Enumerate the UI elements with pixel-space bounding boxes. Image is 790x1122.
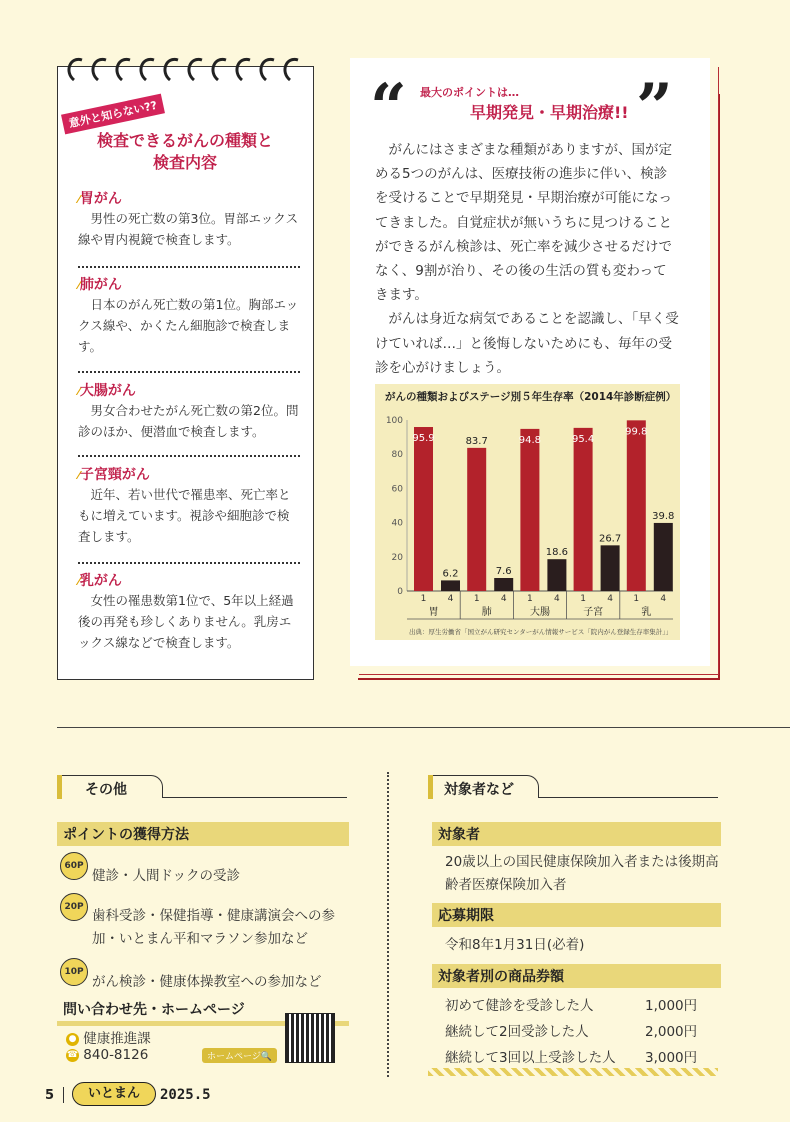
divider [78, 371, 300, 373]
point-item-text: 健診・人間ドックの受診 [92, 868, 240, 884]
stage-label: 1 [473, 594, 480, 604]
category-label: 肺 [481, 607, 492, 618]
chart-title: がんの種類およびステージ別５年生存率（2014年診断症例） [385, 391, 677, 403]
y-tick-label: 0 [397, 587, 403, 597]
notebook-title-line2: 検査内容 [152, 153, 217, 172]
section-heading: 子宮頸がん [79, 467, 150, 483]
search-icon: 🔍 [260, 1052, 273, 1062]
data-label-stage1: 99.8 [625, 426, 648, 438]
bar-stage1 [467, 448, 486, 591]
data-label-stage1: 95.4 [571, 433, 595, 445]
close-quote: ” [636, 70, 673, 145]
point-title: 早期発見・早期治療!! [470, 103, 629, 122]
category-label: 乳 [641, 607, 652, 618]
bar-stage4 [547, 559, 566, 591]
bar-stage4 [441, 580, 460, 591]
phone-number[interactable]: 840-8126 [83, 1047, 149, 1063]
badge-20p: 20P [60, 893, 88, 921]
voucher-row-amount: 2,000円 [645, 1024, 698, 1040]
bar-stage1 [627, 420, 646, 591]
qr-code[interactable] [285, 1013, 335, 1063]
who-text: 20歳以上の国民健康保険加入者または後期高齢者医療保険加入者 [445, 854, 719, 893]
other-tab-label: その他 [85, 782, 127, 798]
badge-10p: 10P [60, 958, 88, 986]
category-label: 子宮 [583, 607, 604, 618]
person-icon: ● [66, 1033, 79, 1046]
y-tick-label: 40 [391, 518, 403, 529]
section-heading: 胃がん [79, 191, 122, 207]
tag-label: 意外と知らない?? [61, 94, 165, 135]
sparkle-icon: ⁄ [78, 469, 80, 482]
homepage-button[interactable] [202, 1048, 277, 1063]
notebook-title [70, 130, 300, 174]
stage-label: 1 [527, 594, 533, 604]
page-number: 5 [45, 1088, 55, 1103]
chart-svg [375, 384, 680, 640]
voucher-row-amount: 1,000円 [645, 998, 698, 1014]
divider [78, 266, 300, 268]
notebook-rings [62, 50, 312, 90]
point-item-text: がん検診・健康体操教室への参加など [92, 974, 322, 990]
phone-icon: ☎ [66, 1049, 79, 1060]
section-lung [78, 274, 300, 357]
data-label-stage1: 83.7 [465, 435, 488, 447]
stage-label: 1 [580, 594, 586, 604]
bar-stage4 [601, 545, 620, 591]
stage-label: 4 [607, 594, 613, 604]
zigzag-decoration [428, 1068, 718, 1076]
section-heading: 乳がん [79, 573, 122, 589]
phone-row [66, 1047, 148, 1063]
point-item-text: 歯科受診・保健指導・健康講演会への参加・いとまん平和マラソン参加など [92, 908, 335, 947]
section-breast [78, 570, 300, 653]
stage-label: 4 [447, 594, 454, 604]
target-tab-label: 対象者など [444, 782, 514, 798]
y-tick-label: 20 [391, 552, 403, 563]
data-label-stage1: 94.8 [518, 434, 542, 446]
data-label-stage1: 95.9 [412, 433, 435, 445]
y-tick-label: 60 [391, 484, 403, 495]
section-text: 近年、若い世代で罹患率、死亡率ともに増えています。視診や細胞診で検査します。 [78, 487, 291, 544]
bar-stage1 [518, 429, 542, 591]
who-title: 対象者 [432, 822, 721, 846]
homepage-label: ホームページ [207, 1052, 261, 1062]
section-heading: 肺がん [79, 277, 122, 293]
section-divider [57, 727, 790, 728]
points-title: ポイントの獲得方法 [57, 822, 349, 846]
data-label-stage4: 18.6 [545, 547, 569, 559]
section-text: 男女合わせたがん死亡数の第2位。問診のほか、便潜血で検査します。 [78, 403, 299, 439]
category-label: 大腸 [530, 607, 550, 618]
stage-label: 1 [633, 594, 640, 604]
deadline-title: 応募期限 [432, 903, 721, 927]
y-tick-label: 80 [391, 450, 403, 461]
point-body [375, 138, 680, 380]
stage-label: 1 [420, 594, 427, 604]
data-label-stage4: 7.6 [495, 566, 512, 578]
data-label-stage4: 6.2 [442, 568, 459, 580]
section-colon [78, 380, 300, 442]
bar-stage1 [571, 428, 595, 591]
bar-stage4 [654, 523, 673, 591]
badge-60p: 60P [60, 852, 88, 880]
footer-separator [63, 1087, 64, 1103]
other-tab [57, 775, 347, 800]
issue-date: 2025.5 [160, 1087, 211, 1103]
point-paragraph-2: がんは身近な病気であることを認識し、「早く受けていれば…」と後悔しないためにも、毎年の受診を心がけましょう。 [375, 311, 679, 376]
notebook-title-line1: 検査できるがんの種類と [96, 131, 273, 150]
data-label-stage4: 26.7 [598, 533, 622, 545]
section-stomach [78, 188, 300, 250]
voucher-row-amount: 3,000円 [645, 1050, 698, 1066]
department-name: 健康推進課 [83, 1031, 151, 1047]
department-row [66, 1027, 151, 1047]
divider [78, 455, 300, 457]
divider [78, 562, 300, 564]
section-cervix [78, 464, 300, 547]
logo: いとまん [72, 1082, 156, 1106]
voucher-row-label: 継続して3回以上受診した人 [445, 1050, 616, 1066]
bar-stage4 [494, 578, 513, 591]
voucher-title: 対象者別の商品券額 [432, 964, 721, 988]
section-text: 日本のがん死亡数の第1位。胸部エックス線や、かくたん細胞診で検査します。 [78, 297, 299, 354]
point-item [60, 893, 88, 921]
sparkle-icon: ⁄ [78, 575, 80, 588]
voucher-row-label: 初めて健診を受診した人 [445, 998, 594, 1014]
stage-label: 4 [660, 594, 667, 604]
section-text: 女性の罹患数第1位で、5年以上経過後の再発も珍しくありません。乳房エックス線などで検査します。 [78, 593, 294, 650]
chart-source: 出典：厚生労働省「国立がん研究センターがん情報サービス「院内がん登録生存率集計」」 [409, 628, 672, 636]
y-tick-label: 100 [385, 416, 403, 426]
section-text: 男性の死亡数の第3位。胃部エックス線や胃内視鏡で検査します。 [78, 211, 299, 247]
sparkle-icon: ⁄ [78, 385, 80, 398]
sparkle-icon: ⁄ [78, 193, 80, 206]
section-heading: 大腸がん [79, 383, 136, 399]
deadline-text: 令和8年1月31日(必着) [445, 937, 585, 953]
point-subtitle: 最大のポイントは… [420, 86, 519, 99]
stage-label: 4 [554, 594, 560, 604]
column-divider [387, 772, 389, 1077]
category-label: 胃 [428, 607, 439, 618]
data-label-stage4: 39.8 [652, 510, 675, 522]
voucher-row-label: 継続して2回受診した人 [445, 1024, 589, 1040]
contact-title: 問い合わせ先・ホームページ [57, 997, 349, 1026]
sparkle-icon: ⁄ [78, 279, 80, 292]
stage-label: 4 [500, 594, 507, 604]
point-item [60, 852, 88, 880]
point-paragraph-1: がんにはさまざまな種類がありますが、国が定める5つのがんは、医療技術の進歩に伴い、検診を受けることで早期発見・早期治療が可能になってきました。自覚症状が無いうちに見つけることができるがん検診は、死亡率を減少させるだけでなく、9割が治り、その後の生活の質も変わってきます。 [375, 142, 672, 304]
target-tab [428, 775, 718, 800]
survival-chart [375, 384, 680, 640]
bar-stage1 [414, 427, 433, 591]
point-item [60, 958, 88, 986]
open-quote: “ [370, 70, 407, 145]
